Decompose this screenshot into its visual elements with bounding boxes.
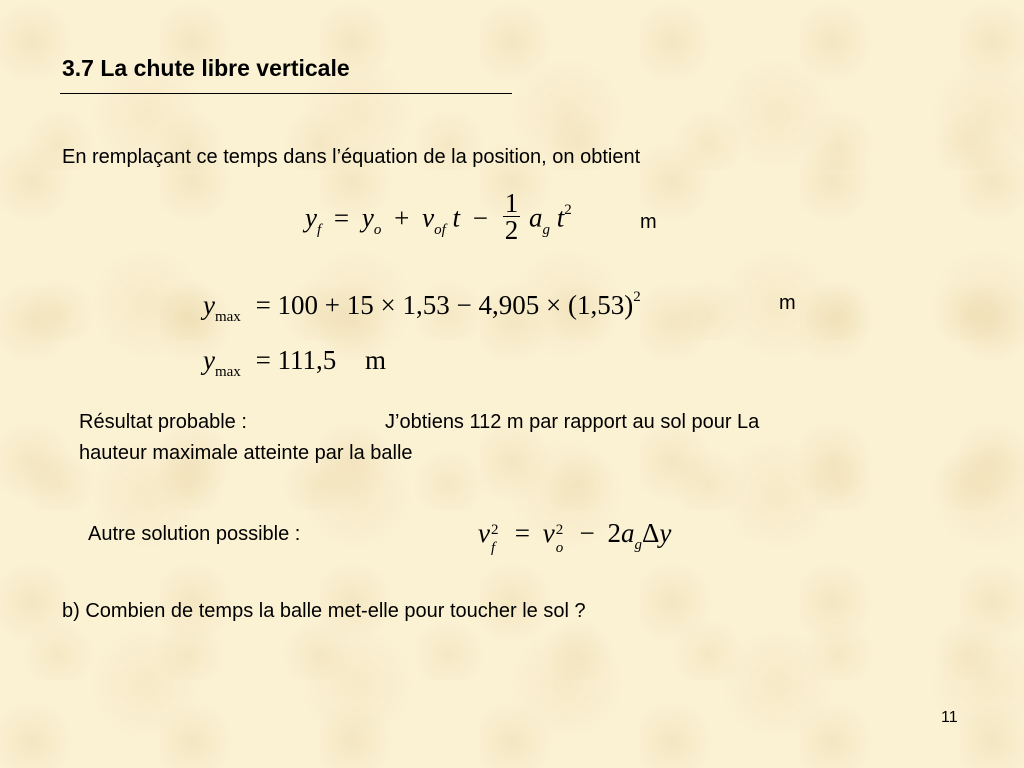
velocity-equation: v 2 f = v 2 o − $2a_g\Delta y$ [478,518,672,556]
intro-text: En remplaçant ce temps dans l’équation de la position, on obtient [62,146,641,168]
result-text-line2: hauteur maximale atteinte par la balle [79,442,413,464]
position-equation: $y_f = y_o + v_{of}$ t − $\frac{1}{2}$ $a_g$ $t^2$ [305,188,572,245]
result-text-line1: J’obtiens 112 m par rapport au sol pour La [385,411,760,433]
page-number: 11 [941,709,958,726]
title-underline [60,93,512,94]
result-label: Résultat probable : [79,411,247,433]
question-b: b) Combien de temps la balle met-elle pour toucher le sol ? [62,600,586,622]
ymax-computation: $y_{max} = 100 + 15 \times 1,53 - 4,905 \times (1,53)^2$ [203,289,641,325]
ymax-result: $y_{max} = 111,5$ m [203,345,387,380]
slide-title: 3.7 La chute libre verticale [62,55,350,81]
eq1-unit: m [640,211,657,233]
alt-solution-label: Autre solution possible : [88,523,301,545]
eq2-unit: m [779,292,796,314]
